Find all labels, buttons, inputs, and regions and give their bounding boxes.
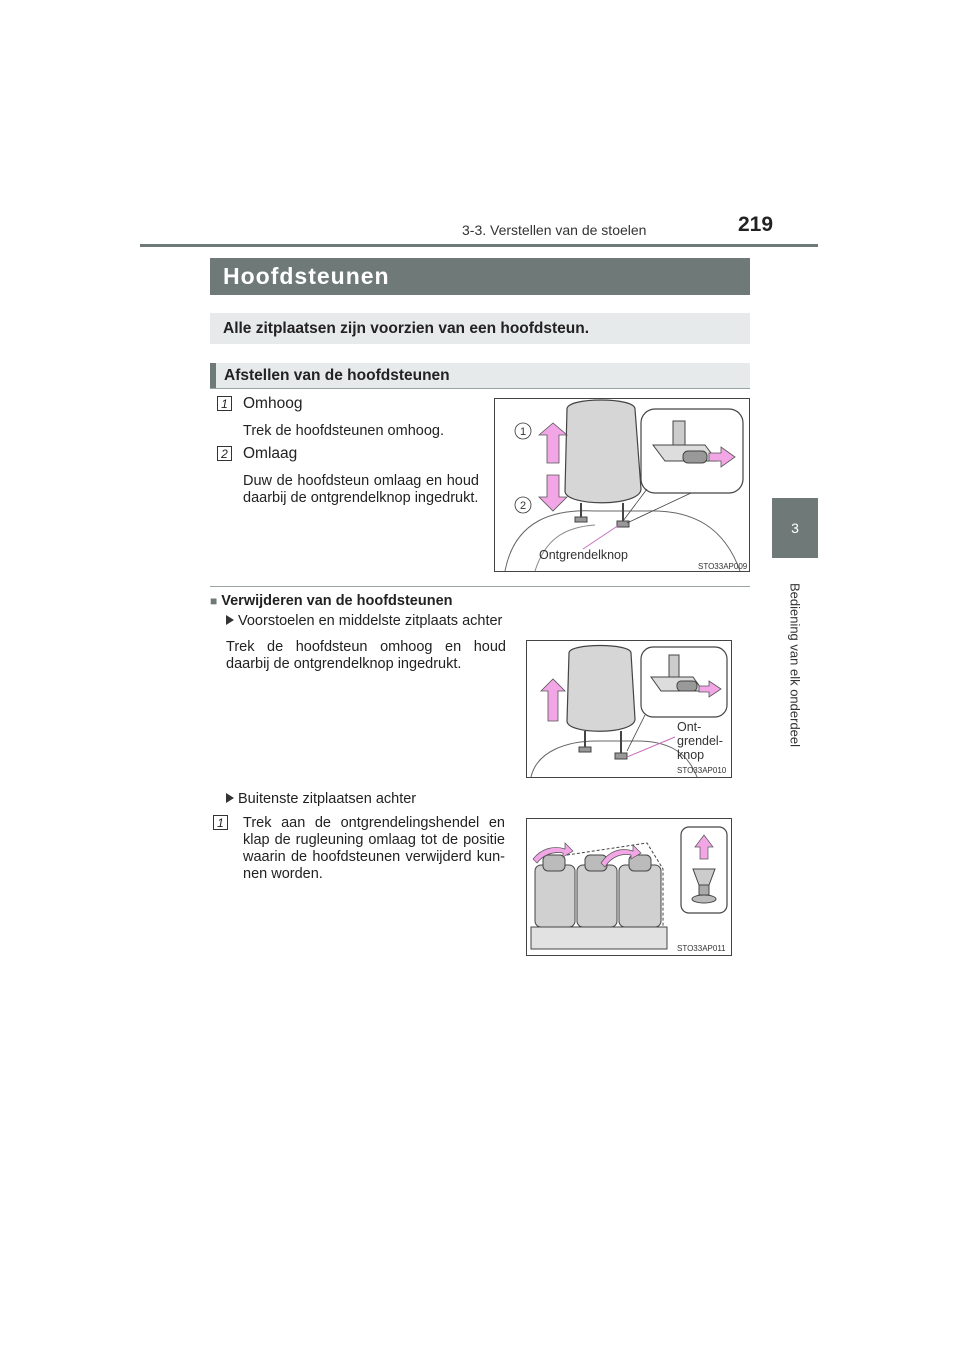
section-divider bbox=[210, 586, 750, 587]
step-title-down: Omlaag bbox=[243, 445, 298, 462]
header-rule bbox=[140, 244, 818, 247]
figure-remove-front bbox=[526, 640, 732, 778]
release-label-line1: Ont- bbox=[677, 720, 702, 734]
subsection-rule bbox=[210, 388, 750, 389]
front-removal-text: Trek de hoofdsteun omhoog en houd daarbij de ontgrendelknop ingedrukt. bbox=[226, 639, 506, 672]
removal-heading bbox=[210, 593, 453, 609]
down-arrow-icon bbox=[539, 475, 567, 511]
section-header: 3-3. Verstellen van de stoelen bbox=[462, 222, 647, 238]
intro-text: Alle zitplaatsen zijn voorzien van een hoofdsteun. bbox=[210, 313, 750, 344]
page-title: Hoofdsteunen bbox=[210, 258, 750, 295]
figure-code-011: STO33AP011 bbox=[677, 944, 726, 953]
bullet-rear-seats-text: Buitenste zitplaatsen achter bbox=[238, 791, 417, 807]
figure-adjust-headrest bbox=[494, 398, 750, 572]
figure-code-010: STO33AP010 bbox=[677, 766, 727, 775]
figure-code-009: STO33AP009 bbox=[698, 562, 748, 571]
rear-removal-text: Trek aan de ontgrendelingshendel en klap de rugleuning omlaag tot de positie waarin de hoofdsteunen verwijderd kun-nen worden. bbox=[243, 815, 505, 882]
step-number-2: 2 bbox=[217, 446, 232, 461]
chapter-tab[interactable]: 3 bbox=[772, 498, 818, 558]
bullet-front-seats-text: Voorstoelen en middelste zitplaats achter bbox=[238, 613, 503, 629]
step-title-up: Omhoog bbox=[243, 395, 303, 412]
figure-remove-rear bbox=[526, 818, 732, 956]
release-label-line3: knop bbox=[677, 748, 705, 762]
triangle-bullet-icon bbox=[226, 615, 234, 625]
release-button-label: Ontgrendelknop bbox=[539, 548, 628, 562]
bullet-rear-seats bbox=[226, 791, 416, 807]
square-bullet-icon: ■ bbox=[210, 594, 218, 608]
step-desc-up: Trek de hoofdsteunen omhoog. bbox=[243, 423, 444, 439]
up-arrow-icon bbox=[539, 423, 567, 463]
bullet-front-seats bbox=[226, 613, 502, 629]
rear-step-number: 1 bbox=[213, 815, 228, 830]
callout-2: 2 bbox=[519, 500, 527, 512]
up-arrow-icon bbox=[541, 679, 565, 721]
chapter-side-label-text: Bediening van elk onderdeel bbox=[787, 582, 803, 748]
subsection-heading: Afstellen van de hoofdsteunen bbox=[210, 363, 750, 388]
step-desc-down: Duw de hoofdsteun omlaag en houd daarbij de ontgrendelknop ingedrukt. bbox=[243, 473, 479, 506]
triangle-bullet-icon bbox=[226, 793, 234, 803]
step-number-1: 1 bbox=[217, 396, 232, 411]
release-label-line2: grendel- bbox=[677, 734, 723, 748]
removal-heading-text: Verwijderen van de hoofdsteunen bbox=[221, 593, 453, 609]
callout-1: 1 bbox=[519, 426, 527, 438]
page-number: 219 bbox=[738, 213, 774, 236]
chapter-side-label bbox=[770, 565, 820, 765]
